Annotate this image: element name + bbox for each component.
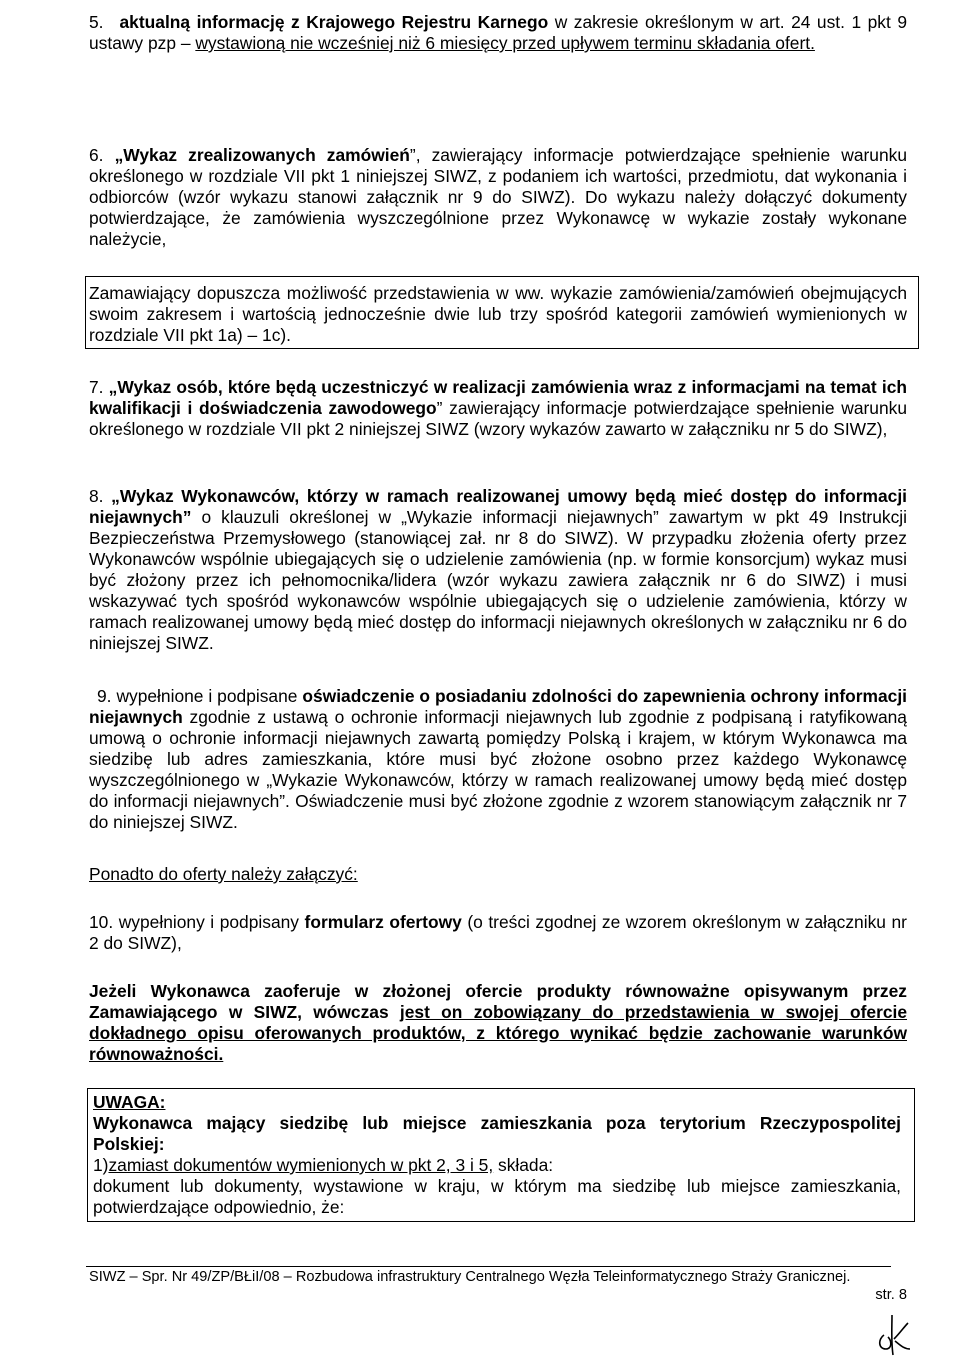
item-7: 7. „Wykaz osób, które będą uczestniczyć w realizacji zamówienia wraz z informacjami na temat ich kwalifikacji i doświadczenia zawodowego” zawierający informacje potwierdzające spełnienie warunku określonego w rozdziale VII pkt 2 niniejszej SIWZ (wzory wykazów zawarto w załączniku nr 5 do SIWZ),: [89, 377, 908, 439]
item-8: 8. „Wykaz Wykonawców, którzy w ramach realizowanej umowy będą mieć dostęp do informacji niejawnych” o klauzuli określonej w „Wykazie informacji niejawnych” zawartym w pkt 49 Instrukcji Bezpieczeństwa Przemysłowego (stanowiącej zał. nr 8 do SIWZ). W przypadku złożenia oferty przez Wykonawców wspólnie ubiegających się o udzielenie zamówienia (np. w formie konsorcjum) wykaz musi być złożony przez ich pełnomocnika/lidera (wzór wykazu zawiera załącznik nr 6 do SIWZ) i musi wskazywać tych spośród wykonawców wspólnie ubiegających się o udzielenie zamówienia, którzy w ramach realizowanej umowy będą mieć dostęp do informacji niejawnych określonych w załączniku nr 6 do niniejszej SIWZ.: [89, 486, 907, 653]
footer-divider: [86, 1266, 891, 1267]
item-5: 5. aktualną informację z Krajowego Rejestru Karnego w zakresie określonym w art. 24 ust. 1 pkt 9 ustawy pzp – wystawioną nie wcześniej niż 6 miesięcy przed upływem terminu składania ofert.: [89, 12, 907, 53]
equivalence-paragraph: Jeżeli Wykonawca zaoferuje w złożonej ofercie produkty równoważne opisywanym przez Zamawiającego w SIWZ, wówczas jest on zobowiązany do przedstawienia w swojej ofercie dokładnego opisu oferowanych produktów, z którego wynikać będzie zachowanie warunków równoważności.: [89, 981, 908, 1064]
uwaga-content: UWAGA: Wykonawca mający siedzibę lub miejsce zamieszkania poza terytorium Rzeczypospolitej Polskiej: 1)zamiast dokumentów wymienionych w pkt 2, 3 i 5, składa: dokument lub dokumenty, wystawione w kraju, w którym ma siedzibę lub miejsce zamieszkania, potwierdzające odpowiednio, że:: [93, 1092, 901, 1217]
item-9: 9. wypełnione i podpisane oświadczenie o posiadaniu zdolności do zapewnienia ochrony informacji niejawnych zgodnie z ustawą o ochronie informacji niejawnych lub zgodnie z podpisaną i ratyfikowaną umową o ochronie informacji niejawnych zawartą pomiędzy Polską i krajem, w którym Wykonawca ma siedzibę lub adres zamieszkania, które musi być złożone osobno przez każdego Wykonawcę wyszczególnionego w „Wykazie Wykonawców, którzy w ramach realizowanej umowy będą mieć dostęp do informacji niejawnych”. Oświadczenie musi być złożone zgodnie z wzorem stanowiącym załącznik nr 7 do niniejszej SIWZ.: [89, 686, 907, 832]
note-box-text: Zamawiający dopuszcza możliwość przedstawienia w ww. wykazie zamówienia/zamówień obejmujących swoim zakresem i wartością jednocześnie dwie lub trzy spośród kategorii zamówień wymienionych w rozdziale VII pkt 1a) – 1c).: [89, 283, 907, 345]
footer-text: SIWZ – Spr. Nr 49/ZP/BŁiI/08 – Rozbudowa infrastruktury Centralnego Węzła Teleinformatycznego Straży Granicznej.: [89, 1269, 851, 1285]
page-number: str. 8: [875, 1287, 907, 1303]
handwritten-initials-icon: [874, 1305, 914, 1357]
item-6: 6. „Wykaz zrealizowanych zamówień”, zawierający informacje potwierdzające spełnienie warunku określonego w rozdziale VII pkt 1 niniejszej SIWZ, z podaniem ich wartości, przedmiotu, dat wykonania i odbiorców (wzór wykazu stanowi załącznik nr 9 do SIWZ). Do wykazu należy dołączyć dokumenty potwierdzające, że zamówienia wyszczególnione przez Wykonawcę w wykazie zostały wykonane należycie,: [89, 145, 907, 249]
item-10: 10. wypełniony i podpisany formularz ofertowy (o treści zgodnej ze wzorem określonym w załączniku nr 2 do SIWZ),: [89, 912, 907, 953]
section-heading: Ponadto do oferty należy załączyć:: [89, 864, 358, 884]
